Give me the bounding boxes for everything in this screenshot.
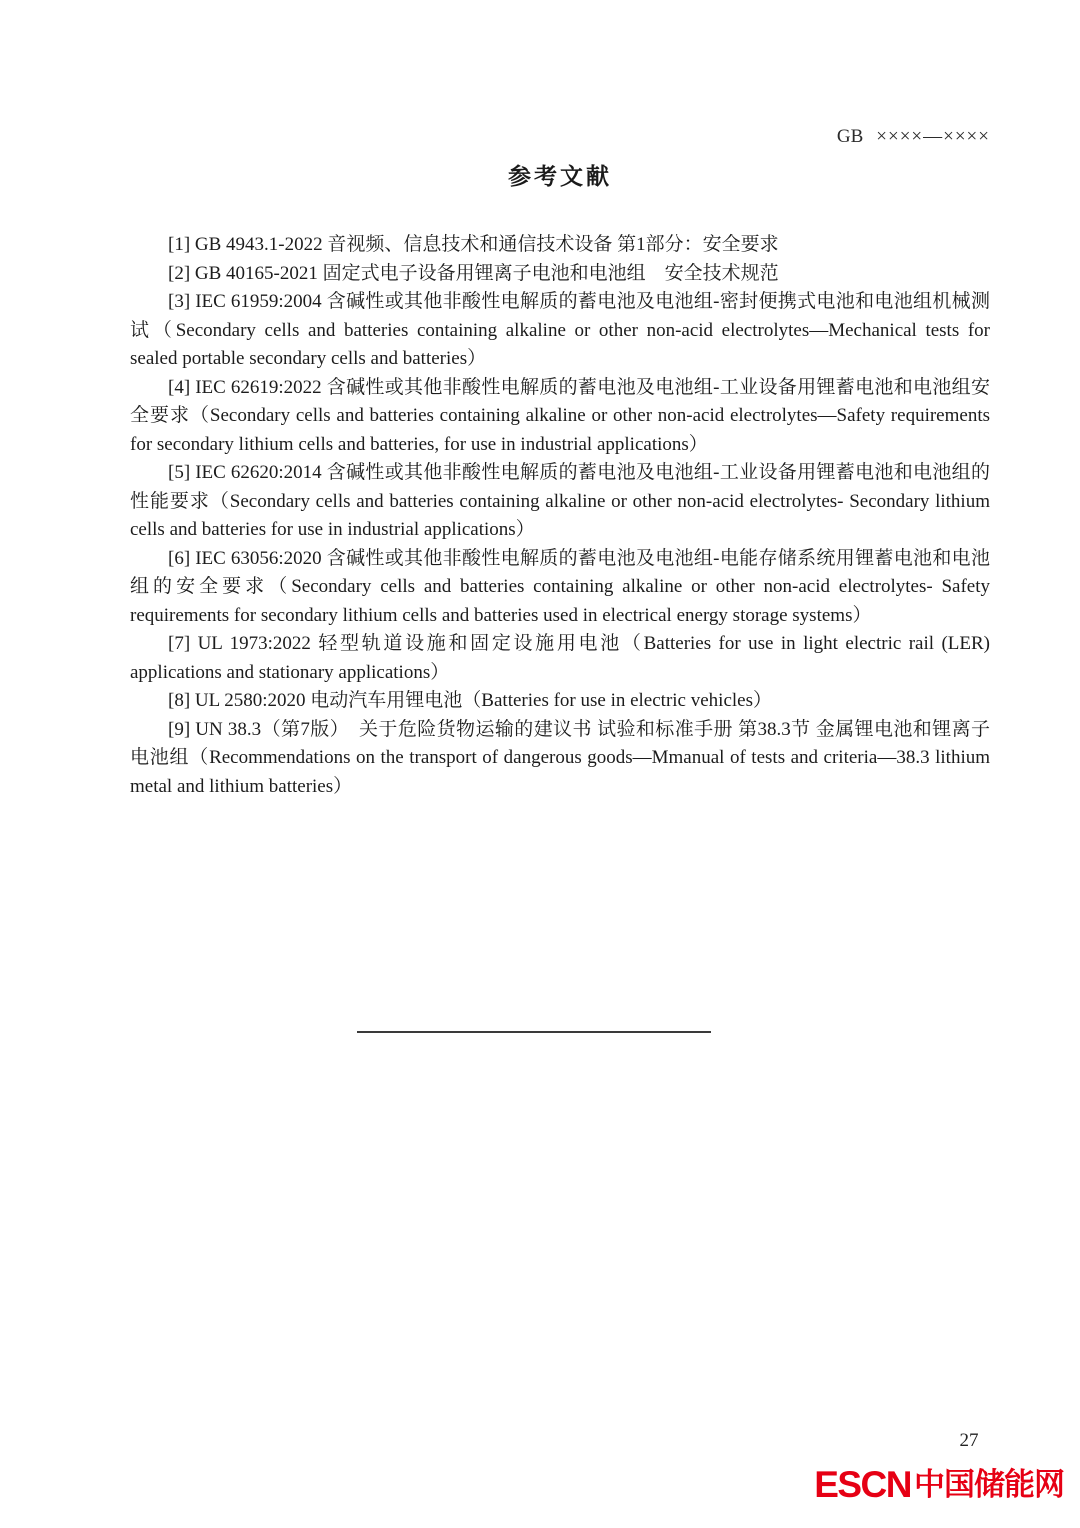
reference-item: [7] UL 1973:2022 轻型轨道设施和固定设施用电池（Batteries for use in light electric rail (LER) applications and stationary applications） — [130, 633, 990, 683]
header-standard-prefix: GB — [836, 126, 864, 147]
reference-item: [8] UL 2580:2020 电动汽车用锂电池（Batteries for use in electric vehicles） — [168, 690, 772, 711]
reference-item: [6] IEC 63056:2020 含碱性或其他非酸性电解质的蓄电池及电池组-电能存储系统用锂蓄电池和电池组的安全要求（Secondary cells and batteries containing alkaline or other non-acid electrolytes- Safety requirements for secondary lithium cells and batteries used in electrical energy storage systems） — [130, 547, 990, 626]
references-list — [130, 231, 990, 801]
reference-item: [3] IEC 61959:2004 含碱性或其他非酸性电解质的蓄电池及电池组-密封便携式电池和电池组机械测试（Secondary cells and batteries containing alkaline or other non-acid electrolytes—Mechanical tests for sealed portable secondary cells and batteries） — [130, 291, 990, 369]
reference-item: [9] UN 38.3（第7版） 关于危险货物运输的建议书 试验和标准手册 第38.3节 金属锂电池和锂离子电池组（Recommendations on the transport of dangerous goods—Mmanual of tests and criteria—38.3 lithium metal and lithium batteries） — [130, 718, 990, 797]
page-number: 27 — [959, 1430, 979, 1451]
header-standard-code: ××××—×××× — [876, 126, 990, 147]
escn-logo-cjk-text: 中国储能网 — [914, 1467, 1064, 1502]
page-title: 参考文献 — [508, 164, 612, 189]
page-header — [130, 126, 990, 148]
reference-item: [4] IEC 62619:2022 含碱性或其他非酸性电解质的蓄电池及电池组-工业设备用锂蓄电池和电池组安全要求（Secondary cells and batteries containing alkaline or other non-acid electrolytes—Safety requirements for secondary lithium cells and batteries, for use in industrial applications） — [130, 376, 990, 455]
footnote-divider — [357, 1031, 711, 1033]
reference-item: [5] IEC 62620:2014 含碱性或其他非酸性电解质的蓄电池及电池组-工业设备用锂蓄电池和电池组的性能要求（Secondary cells and batteries containing alkaline or other non-acid electrolytes- Secondary lithium cells and batteries for use in industrial applications） — [130, 462, 990, 540]
reference-item: [1] GB 4943.1-2022 音视频、信息技术和通信技术设备 第1部分：安全要求 — [168, 234, 779, 255]
escn-logo — [814, 1466, 1064, 1503]
reference-item: [2] GB 40165-2021 固定式电子设备用锂离子电池和电池组 安全技术规范 — [168, 262, 779, 284]
escn-logo-latin-text: ESCN — [814, 1464, 911, 1505]
